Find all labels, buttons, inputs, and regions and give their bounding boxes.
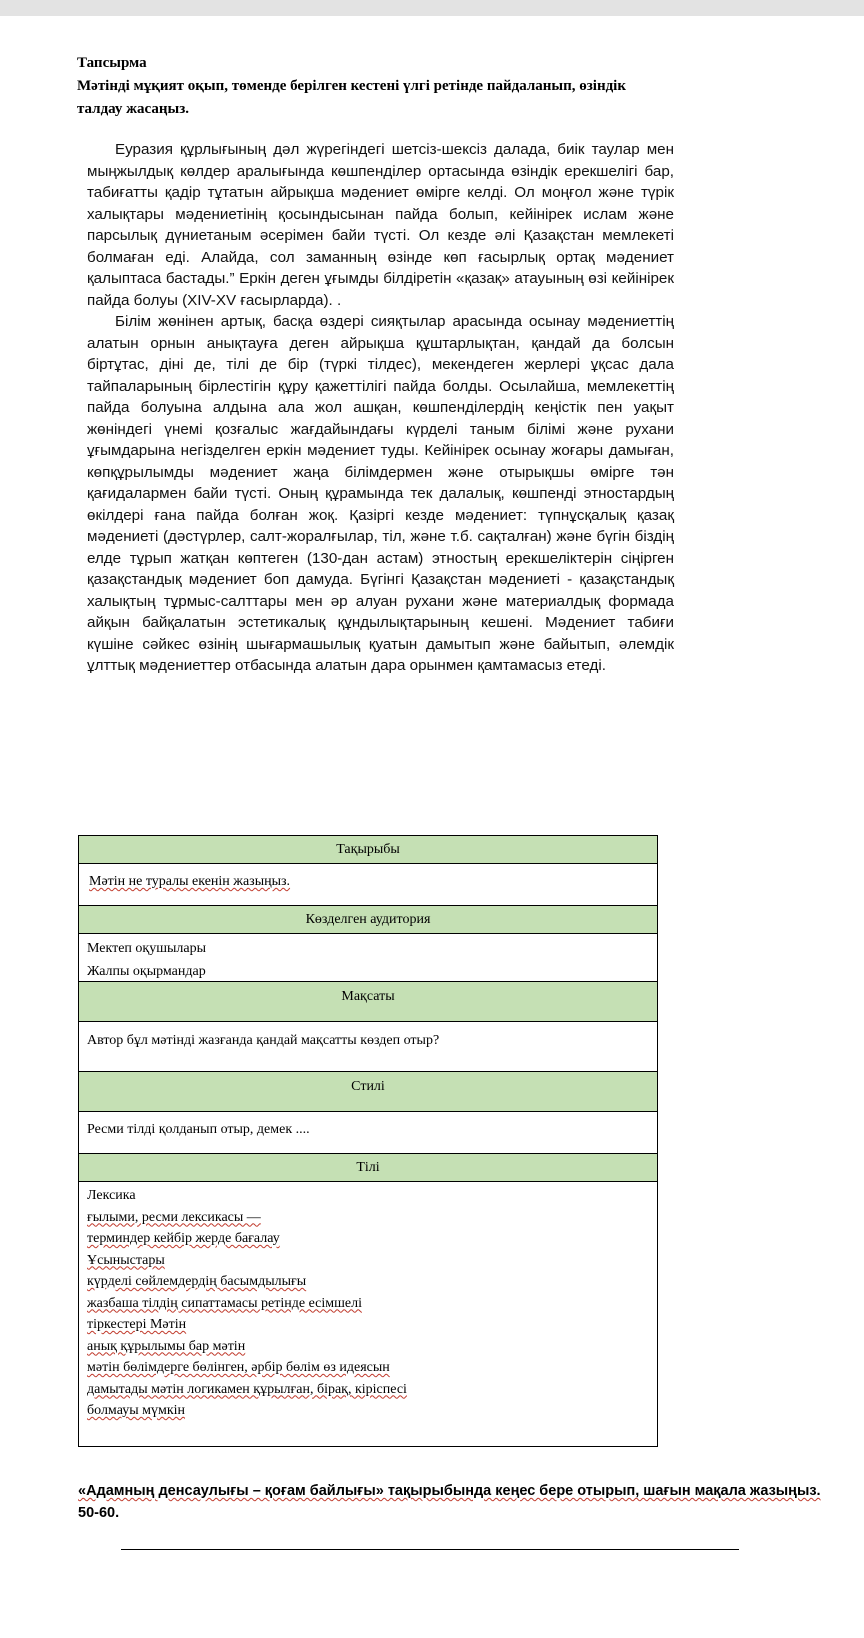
style-header: Стилі [79, 1071, 657, 1111]
assignment-instruction-line-2: талдау жасаңыз. [77, 101, 190, 117]
audience-header: Көзделген аудитория [79, 905, 657, 933]
reading-passage [87, 139, 674, 677]
answer-line[interactable] [121, 1549, 739, 1550]
topic-header: Тақырыбы [79, 835, 657, 863]
language-line: жазбаша тілдің сипаттамасы ретінде есімшелі [87, 1295, 362, 1311]
language-line: күрделі сөйлемдердің басымдылығы [87, 1274, 307, 1289]
language-line: анық құрылымы бар мәтін [87, 1338, 246, 1354]
language-line: болмауы мүмкін [87, 1403, 185, 1418]
style-cell[interactable] [79, 1111, 657, 1153]
audience-item-1: Мектеп оқушылары [87, 941, 207, 956]
analysis-table [78, 835, 658, 1447]
assignment-title: Тапсырма [77, 55, 147, 71]
purpose-header: Мақсаты [79, 981, 657, 1021]
topic-cell[interactable] [79, 863, 657, 905]
language-line: тіркестері Мәтін [87, 1317, 187, 1332]
style-text: Ресми тілді қолданып отыр, демек .... [87, 1122, 310, 1137]
language-cell[interactable] [79, 1181, 657, 1447]
purpose-cell[interactable] [79, 1021, 657, 1071]
language-line: мәтін бөлімдерге бөлінген, әрбір бөлім өз идеясын [87, 1360, 390, 1375]
language-line: Ұсыныстары [87, 1252, 165, 1268]
language-line: дамытады мәтін логикамен құрылған, бірақ, кіріспесі [87, 1381, 407, 1397]
passage-paragraph-2: Білім жөнінен артық, басқа өздері сияқтылар арасында осынау мәдениеттің алатын орнын анықтауға деген айрықша құштарлықтан, қандай да болсын біртұтас, діні де, тілі де бір (түркі тілдес), мекендеген жерлері ұқсас дала тайпаларының бірлестігін құру қажеттілігі пайда болды. Осылайша, мемлекеттің пайда болуына алдына ала жол ашқан, көшпенділердің кеңістік пен уақыт жөніндегі үнемі қозғалыс жағдайындағы күрделі таным білімі және рухани ұғымдарына негізделген еркін мәдениет туды. Кейінірек осынау жоғары дамыған, көпқұрылымды мәдениет жаңа білімдермен және отырықшы өмірге тән қағидалармен байи түсті. Оның құрамында тек далалық, көшпенді этностардың өкілдері ғана пайда болған жоқ. Қазіргі кезде мәдениет: түпнұсқалық қазақ мәдениеті (дәстүрлер, салт-жоралғылар, тіл, және т.б. сақталған) және бүгін біздің елде тұрып жатқан көптеген (130-дан астам) этностың ерекшеліктерін сіңірген қазақстандық мәдениет боп дамуда. Бүгінгі Қазақстан мәдениеті - қазақстандық халықтың тұрмыс-салттары мен әр алуан рухани және материалдық формада айқын байқалатын эстетикалық құндылықтарының кешені. Мәдениет табиғи күшіне сәйкес өзінің шығармашылық қуатын дамытып және байытып, әлемдік ұлттық мәдениеттер отбасында алатын дара орынмен қамтамасыз етеді. [87, 313, 674, 674]
writing-task-line-1: «Адамның денсаулығы – қоғам байлығы» тақырыбында кеңес бере отырып, шағын мақала жазыңыз. [78, 1483, 821, 1499]
audience-cell[interactable] [79, 933, 657, 981]
writing-task [78, 1480, 864, 1524]
language-line: ғылыми, ресми лексикасы — [87, 1209, 261, 1225]
language-header: Тілі [79, 1153, 657, 1181]
assignment-heading [77, 52, 677, 121]
purpose-text: Автор бұл мәтінді жазғанда қандай мақсатты көздеп отыр? [87, 1033, 440, 1048]
language-line: терминдер кейбір жерде бағалау [87, 1231, 280, 1246]
top-bar [0, 0, 864, 16]
language-line: Лексика [87, 1188, 136, 1203]
audience-item-2: Жалпы оқырмандар [87, 964, 206, 979]
writing-task-line-2: 50-60. [78, 1505, 120, 1521]
assignment-instruction-line-1: Мәтінді мұқият оқып, төменде берілген кестені үлгі ретінде пайдаланып, өзіндік [77, 78, 626, 94]
topic-text: Мәтін не туралы екенін жазыңыз. [89, 874, 291, 889]
passage-paragraph-1: Еуразия құрлығының дәл жүрегіндегі шетсіз-шексіз далада, биік таулар мен мыңжылдық көлдер аралығында көшпенділер ортасында өзіндік ерекшелігі бар, табиғатты қадір тұтатын айрықша мәдениет өмірге келді. Ол моңғол және түрік халықтары мәдениетінің қосындысынан пайда болып, кейінірек ислам және парсылық дүниетаным әсерімен байи түсті. Ол кезде әлі Қазақстан мемлекеті болмаған еді. Алайда, сол заманның өзінде көп ғасырлық ортақ мәдениет қалыптаса бастады.” Еркін деген ұғымды білдіретін «қазақ» атауының өзі кейінірек пайда болуы (XIV-XV ғасырларда). . [87, 141, 674, 309]
